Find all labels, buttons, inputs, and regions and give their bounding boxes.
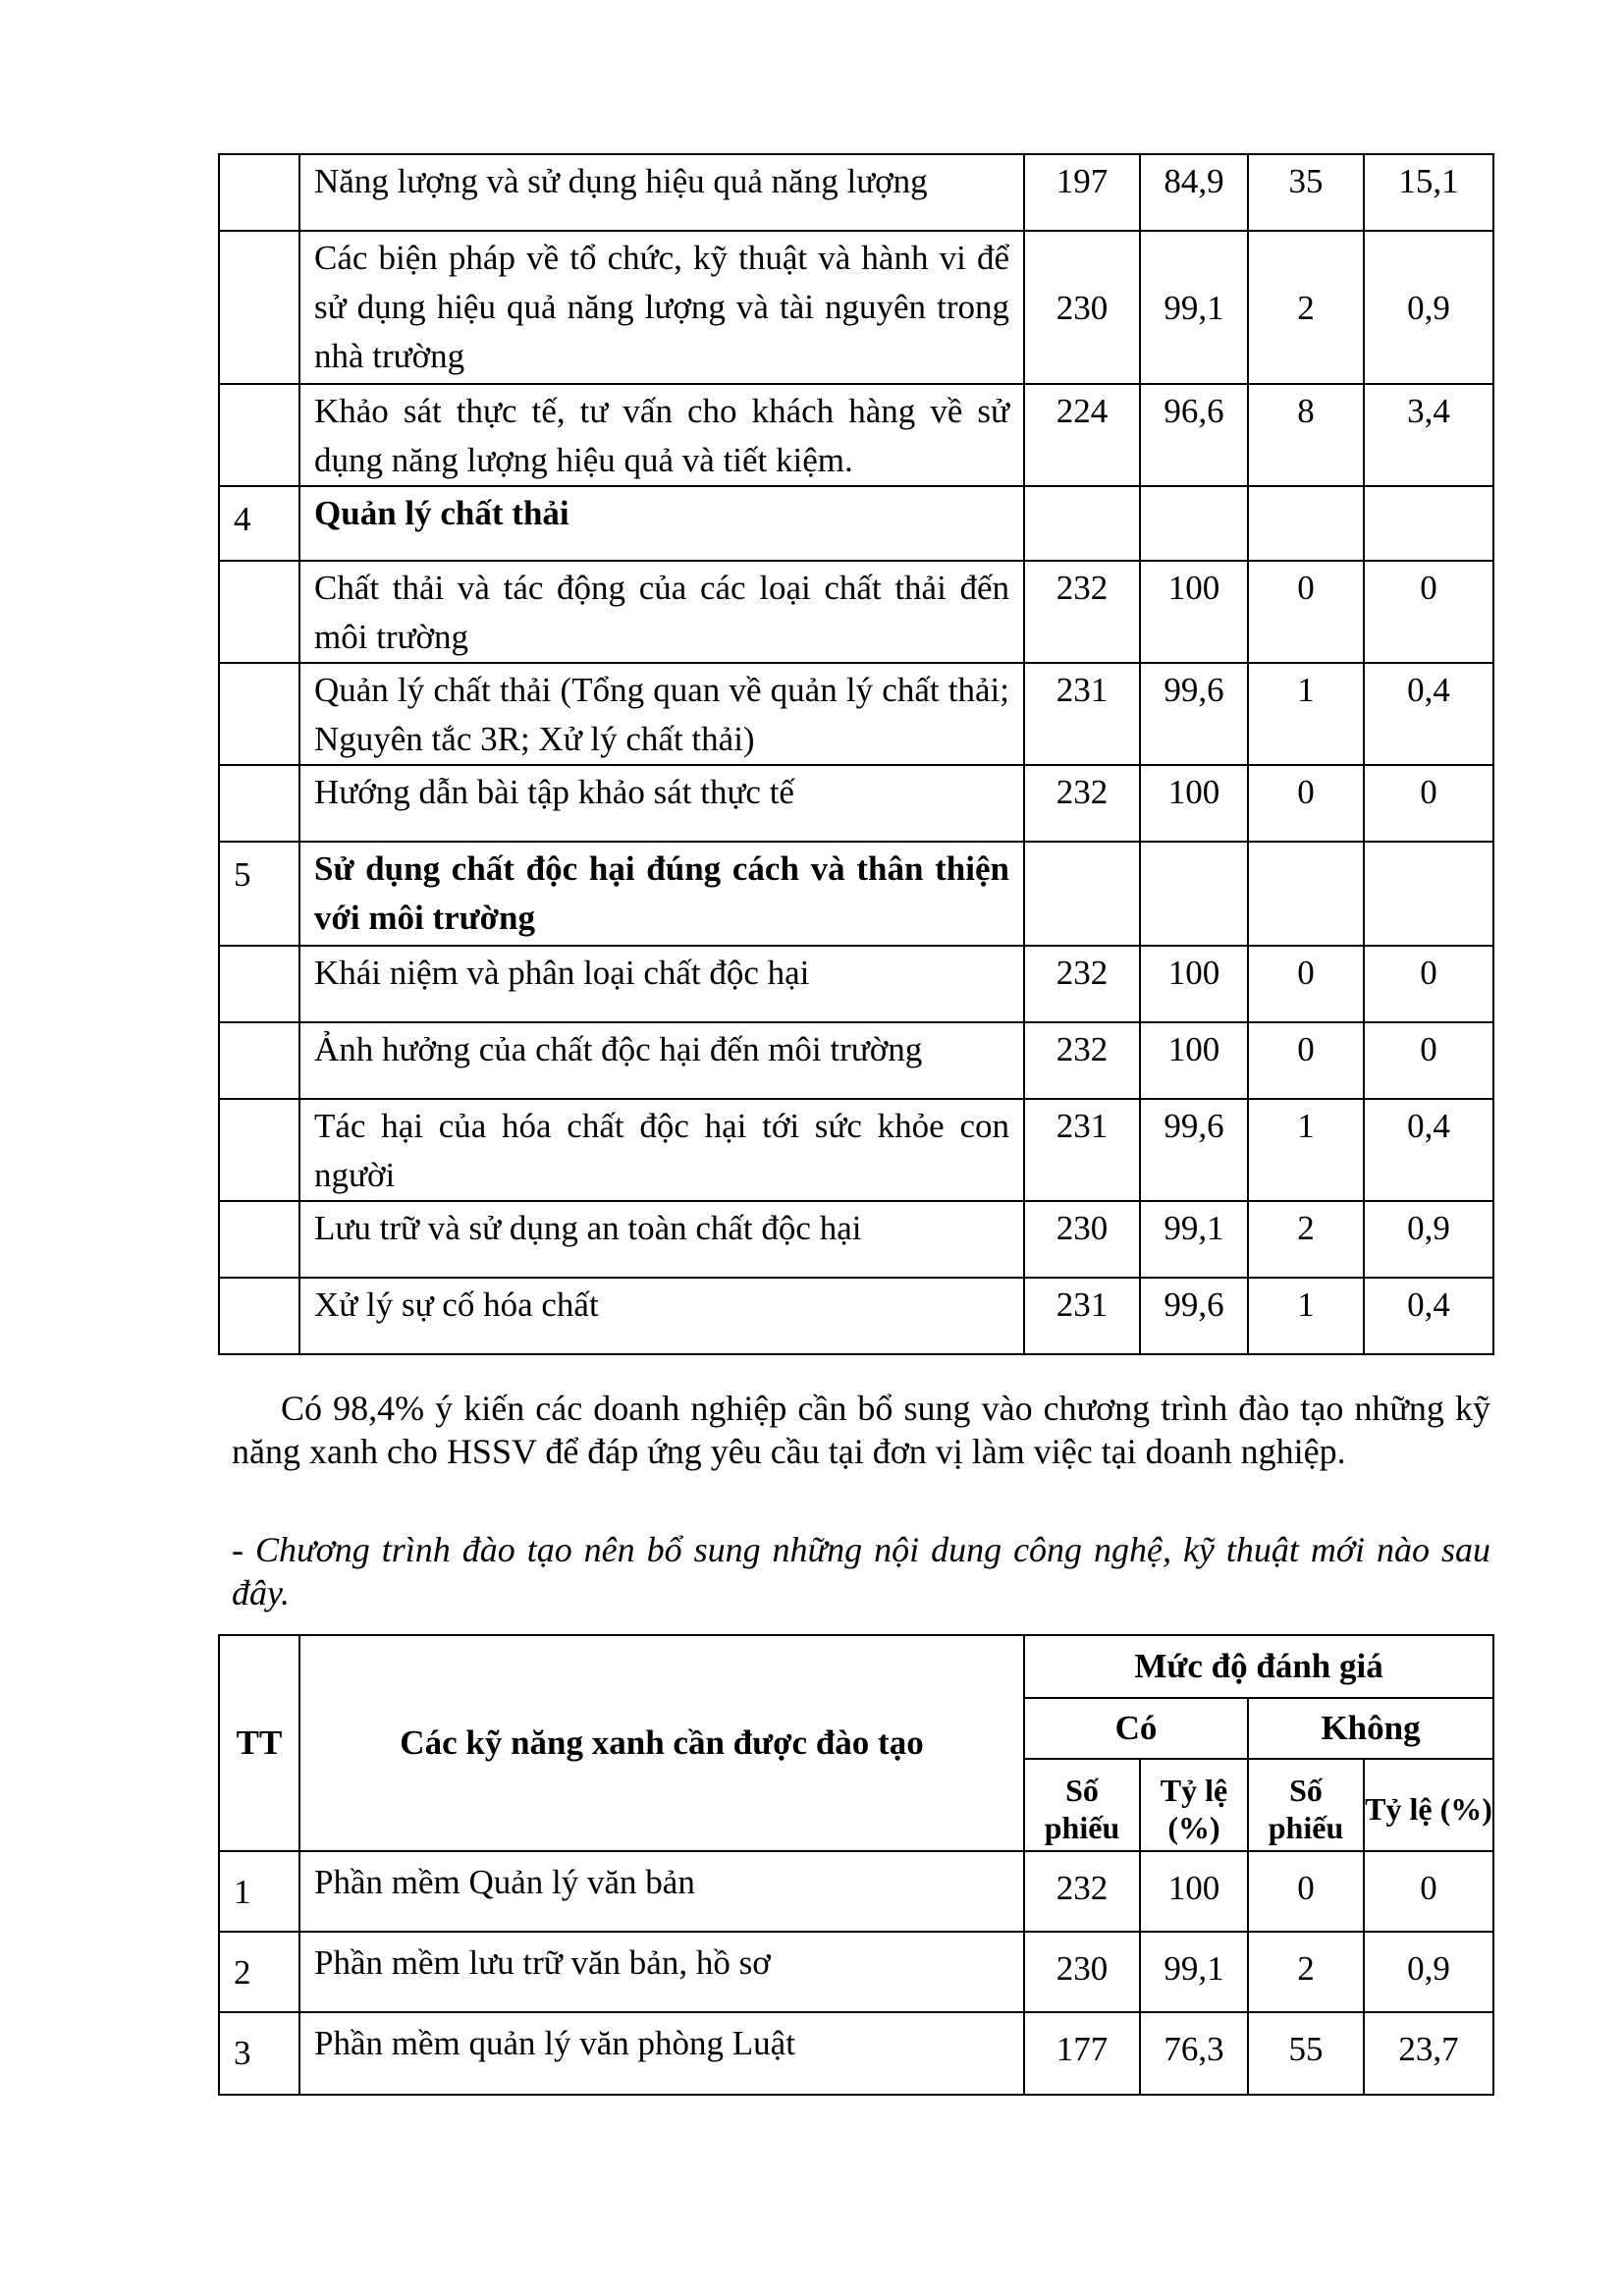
yes-rate-cell: 99,6	[1140, 1099, 1248, 1201]
no-rate-cell: 3,4	[1364, 384, 1493, 486]
no-votes-cell	[1248, 486, 1364, 561]
yes-rate-cell: 99,1	[1140, 1932, 1248, 2012]
row-number	[219, 384, 299, 486]
yes-rate-cell: 100	[1140, 765, 1248, 842]
yes-rate-cell: 100	[1140, 946, 1248, 1022]
row-number	[219, 1201, 299, 1278]
no-rate-cell: 0,4	[1364, 663, 1493, 765]
table-row	[219, 1022, 1493, 1099]
item-label: Hướng dẫn bài tập khảo sát thực tế	[299, 765, 1024, 842]
yes-votes-cell: 232	[1024, 1851, 1140, 1932]
no-rate-cell: 0	[1364, 561, 1493, 663]
row-number	[219, 1099, 299, 1201]
yes-rate-cell: 100	[1140, 561, 1248, 663]
table-row	[219, 231, 1493, 384]
no-votes-cell: 0	[1248, 561, 1364, 663]
table-row	[219, 1278, 1493, 1354]
header-yes-votes: Số phiếu	[1024, 1759, 1140, 1851]
yes-votes-cell: 197	[1024, 154, 1140, 231]
section-title: Quản lý chất thải	[299, 486, 1024, 561]
yes-votes-cell: 232	[1024, 1022, 1140, 1099]
no-rate-cell: 0	[1364, 946, 1493, 1022]
item-label: Quản lý chất thải (Tổng quan về quản lý chất thải; Nguyên tắc 3R; Xử lý chất thải)	[299, 663, 1024, 765]
yes-rate-cell: 99,1	[1140, 1201, 1248, 1278]
item-label: Phần mềm quản lý văn phòng Luật	[299, 2012, 1024, 2095]
no-rate-cell: 15,1	[1364, 154, 1493, 231]
no-votes-cell: 0	[1248, 946, 1364, 1022]
item-label: Chất thải và tác động của các loại chất thải đến môi trường	[299, 561, 1024, 663]
yes-rate-cell: 100	[1140, 1022, 1248, 1099]
row-number: 3	[219, 2012, 299, 2095]
item-label: Ảnh hưởng của chất độc hại đến môi trường	[299, 1022, 1024, 1099]
no-rate-cell: 0	[1364, 1851, 1493, 1932]
no-rate-cell: 0	[1364, 1022, 1493, 1099]
table-row	[219, 486, 1493, 561]
item-label: Năng lượng và sử dụng hiệu quả năng lượng	[299, 154, 1024, 231]
table-row	[219, 384, 1493, 486]
yes-votes-cell: 231	[1024, 1099, 1140, 1201]
table-row	[219, 946, 1493, 1022]
header-no: Không	[1248, 1698, 1493, 1759]
row-number: 1	[219, 1851, 299, 1932]
row-number	[219, 946, 299, 1022]
survey-table-continued	[218, 153, 1494, 1355]
row-number: 2	[219, 1932, 299, 2012]
header-tt: TT	[219, 1635, 299, 1851]
table-row	[219, 663, 1493, 765]
yes-rate-cell: 100	[1140, 1851, 1248, 1932]
table-row	[219, 1201, 1493, 1278]
item-label: Khái niệm và phân loại chất độc hại	[299, 946, 1024, 1022]
item-label: Xử lý sự cố hóa chất	[299, 1278, 1024, 1354]
no-rate-cell: 0	[1364, 765, 1493, 842]
no-votes-cell: 35	[1248, 154, 1364, 231]
table-row	[219, 561, 1493, 663]
yes-rate-cell: 99,6	[1140, 663, 1248, 765]
yes-rate-cell: 99,1	[1140, 231, 1248, 384]
row-number: 4	[219, 486, 299, 561]
yes-votes-cell: 230	[1024, 231, 1140, 384]
table-row	[219, 1099, 1493, 1201]
green-skills-table-body	[219, 1851, 1493, 2095]
item-label: Các biện pháp về tổ chức, kỹ thuật và hành vi để sử dụng hiệu quả năng lượng và tài nguyên trong nhà trường	[299, 231, 1024, 384]
header-no-rate: Tỷ lệ (%)	[1364, 1759, 1493, 1851]
header-yes-rate: Tỷ lệ (%)	[1140, 1759, 1248, 1851]
no-votes-cell: 0	[1248, 1851, 1364, 1932]
table-row	[219, 1932, 1493, 2012]
item-label: Phần mềm Quản lý văn bản	[299, 1851, 1024, 1932]
table-row	[219, 2012, 1493, 2095]
no-rate-cell	[1364, 842, 1493, 946]
table-row	[219, 842, 1493, 946]
yes-votes-cell	[1024, 842, 1140, 946]
no-rate-cell: 0,4	[1364, 1099, 1493, 1201]
no-votes-cell: 1	[1248, 663, 1364, 765]
table-row	[219, 154, 1493, 231]
yes-votes-cell: 177	[1024, 2012, 1140, 2095]
row-number	[219, 561, 299, 663]
no-votes-cell	[1248, 842, 1364, 946]
row-number: 5	[219, 842, 299, 946]
yes-rate-cell: 96,6	[1140, 384, 1248, 486]
survey-table-body	[219, 154, 1493, 1354]
section-title: Sử dụng chất độc hại đúng cách và thân thiện với môi trường	[299, 842, 1024, 946]
row-number	[219, 1278, 299, 1354]
yes-votes-cell: 232	[1024, 946, 1140, 1022]
no-votes-cell: 2	[1248, 231, 1364, 384]
item-label: Phần mềm lưu trữ văn bản, hồ sơ	[299, 1932, 1024, 2012]
table-row	[219, 765, 1493, 842]
no-votes-cell: 8	[1248, 384, 1364, 486]
yes-rate-cell: 76,3	[1140, 2012, 1248, 2095]
summary-paragraph: Có 98,4% ý kiến các doanh nghiệp cần bổ sung vào chương trình đào tạo những kỹ năng xanh cho HSSV để đáp ứng yêu cầu tại đơn vị làm việc tại doanh nghiệp.	[232, 1389, 1490, 1471]
no-rate-cell	[1364, 486, 1493, 561]
no-votes-cell: 2	[1248, 1932, 1364, 2012]
yes-votes-cell: 231	[1024, 1278, 1140, 1354]
no-rate-cell: 0,9	[1364, 1201, 1493, 1278]
yes-votes-cell: 230	[1024, 1932, 1140, 2012]
yes-votes-cell: 232	[1024, 765, 1140, 842]
yes-votes-cell: 224	[1024, 384, 1140, 486]
header-skills: Các kỹ năng xanh cần được đào tạo	[299, 1635, 1024, 1851]
no-rate-cell: 23,7	[1364, 2012, 1493, 2095]
no-rate-cell: 0,4	[1364, 1278, 1493, 1354]
no-votes-cell: 1	[1248, 1278, 1364, 1354]
row-number	[219, 663, 299, 765]
header-yes: Có	[1024, 1698, 1248, 1759]
row-number	[219, 765, 299, 842]
yes-rate-cell: 84,9	[1140, 154, 1248, 231]
row-number	[219, 154, 299, 231]
no-rate-cell: 0,9	[1364, 1932, 1493, 2012]
question-paragraph: - Chương trình đào tạo nên bổ sung những nội dung công nghệ, kỹ thuật mới nào sau đây.	[232, 1530, 1490, 1613]
no-votes-cell: 2	[1248, 1201, 1364, 1278]
yes-rate-cell	[1140, 842, 1248, 946]
header-evaluation: Mức độ đánh giá	[1024, 1635, 1493, 1698]
row-number	[219, 1022, 299, 1099]
table-row	[219, 1851, 1493, 1932]
green-skills-table	[218, 1634, 1494, 2096]
item-label: Khảo sát thực tế, tư vấn cho khách hàng về sử dụng năng lượng hiệu quả và tiết kiệm.	[299, 384, 1024, 486]
no-rate-cell: 0,9	[1364, 231, 1493, 384]
yes-votes-cell: 232	[1024, 561, 1140, 663]
header-no-votes: Số phiếu	[1248, 1759, 1364, 1851]
yes-votes-cell: 230	[1024, 1201, 1140, 1278]
yes-votes-cell	[1024, 486, 1140, 561]
yes-rate-cell	[1140, 486, 1248, 561]
no-votes-cell: 55	[1248, 2012, 1364, 2095]
no-votes-cell: 0	[1248, 1022, 1364, 1099]
item-label: Tác hại của hóa chất độc hại tới sức khỏe con người	[299, 1099, 1024, 1201]
yes-rate-cell: 99,6	[1140, 1278, 1248, 1354]
row-number	[219, 231, 299, 384]
yes-votes-cell: 231	[1024, 663, 1140, 765]
no-votes-cell: 1	[1248, 1099, 1364, 1201]
no-votes-cell: 0	[1248, 765, 1364, 842]
item-label: Lưu trữ và sử dụng an toàn chất độc hại	[299, 1201, 1024, 1278]
